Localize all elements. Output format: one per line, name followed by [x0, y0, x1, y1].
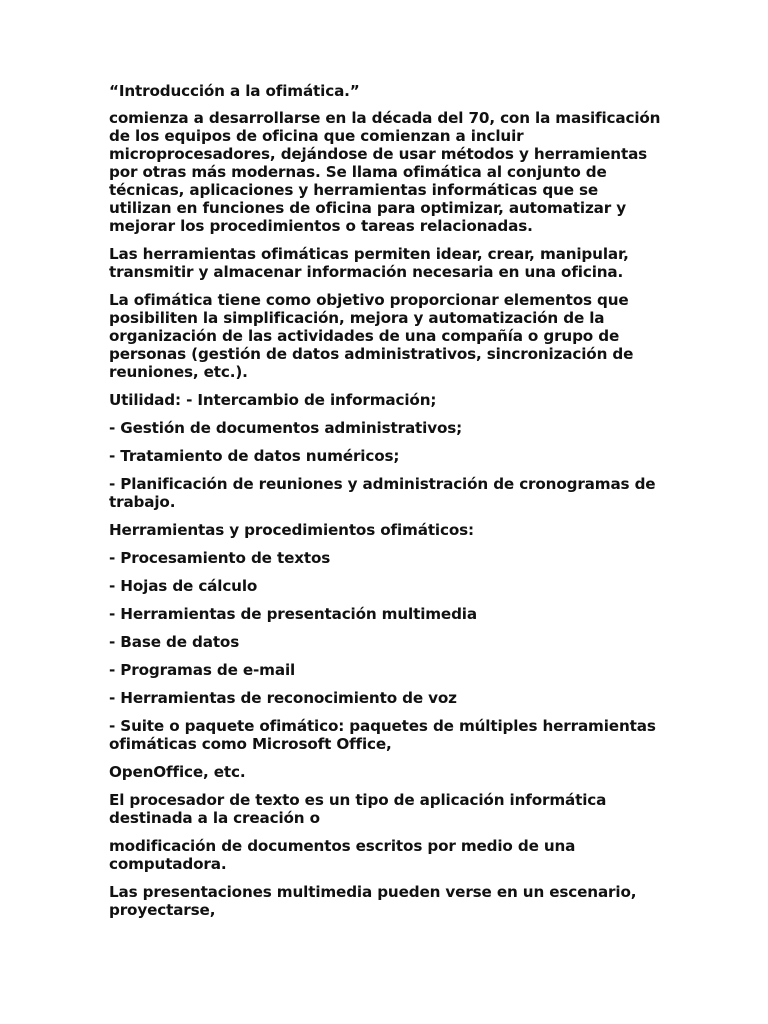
- list-item: - Hojas de cálculo: [109, 577, 258, 595]
- procedures-heading: Herramientas y procedimientos ofimáticos:: [109, 521, 474, 539]
- body-paragraph: modificación de documentos escritos por medio de una computadora.: [109, 837, 576, 873]
- body-paragraph: OpenOffice, etc.: [109, 763, 246, 781]
- tools-paragraph: Las herramientas ofimáticas permiten idear, crear, manipular, transmitir y almacenar información necesaria en una oficina.: [109, 245, 629, 281]
- list-item: - Base de datos: [109, 633, 240, 651]
- body-paragraph: Las presentaciones multimedia pueden verse en un escenario, proyectarse,: [109, 883, 637, 919]
- list-item: - Gestión de documentos administrativos;: [109, 419, 463, 437]
- list-item: - Suite o paquete ofimático: paquetes de múltiples herramientas ofimáticas como Microsoft Office,: [109, 717, 656, 753]
- objective-paragraph: La ofimática tiene como objetivo proporcionar elementos que posibiliten la simplificación, mejora y automatización de la organización de las actividades de una compañía o grupo de personas (gestión de datos administrativos, sincronización de reuniones, etc.).: [109, 291, 634, 381]
- intro-paragraph: comienza a desarrollarse en la década del 70, con la masificación de los equipos de oficina que comienzan a incluir microprocesadores, dejándose de usar métodos y herramientas por otras más modernas. Se llama ofimática al conjunto de técnicas, aplicaciones y herramientas informáticas que se utilizan en funciones de oficina para optimizar, automatizar y mejorar los procedimientos o tareas relacionadas.: [109, 109, 661, 235]
- list-item: - Procesamiento de textos: [109, 549, 331, 567]
- list-item: - Tratamiento de datos numéricos;: [109, 447, 400, 465]
- list-item: - Planificación de reuniones y administración de cronogramas de trabajo.: [109, 475, 656, 511]
- body-paragraph: El procesador de texto es un tipo de aplicación informática destinada a la creación o: [109, 791, 607, 827]
- list-item: - Herramientas de presentación multimedia: [109, 605, 477, 623]
- utility-heading: Utilidad: - Intercambio de información;: [109, 391, 437, 409]
- list-item: - Programas de e-mail: [109, 661, 296, 679]
- list-item: - Herramientas de reconocimiento de voz: [109, 689, 457, 707]
- document-title: “Introducción a la ofimática.”: [109, 82, 360, 100]
- document-page: [109, 82, 661, 929]
